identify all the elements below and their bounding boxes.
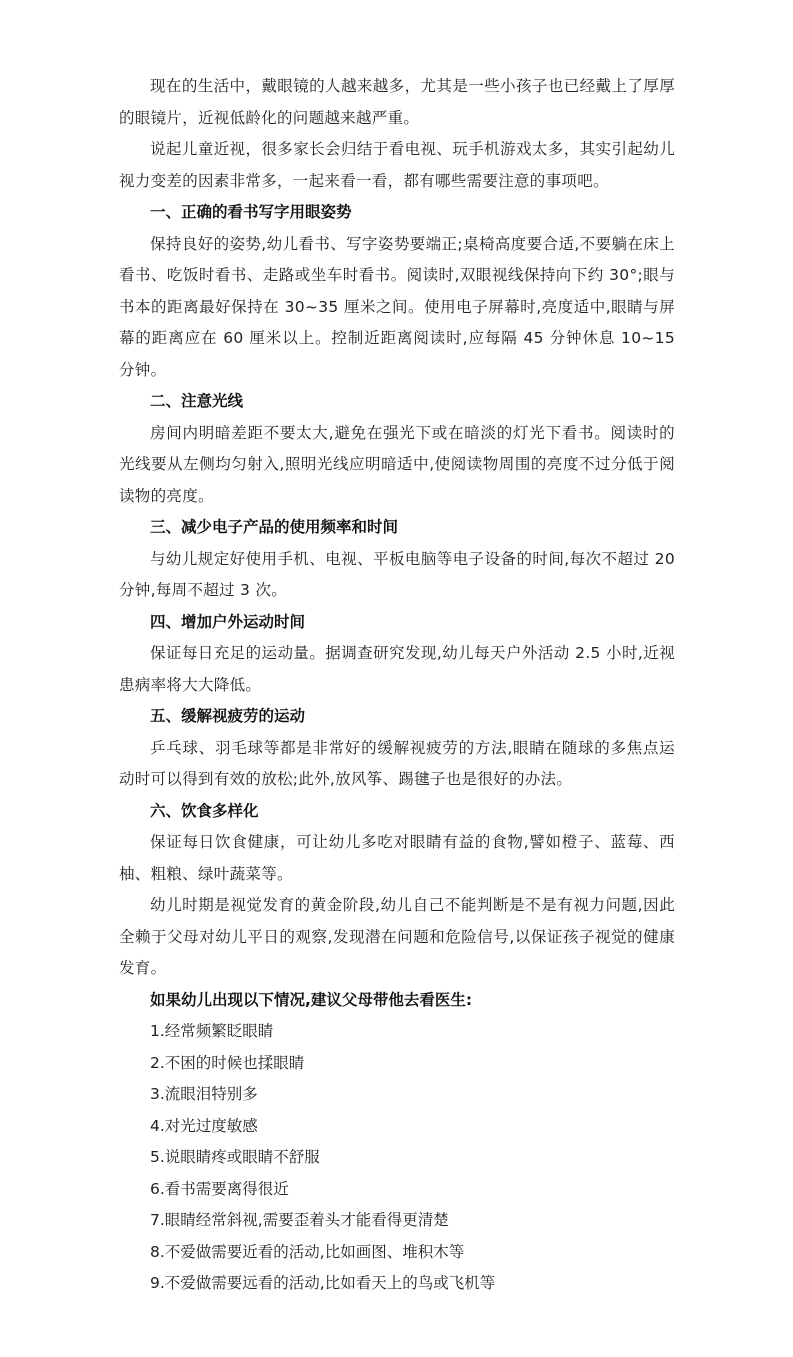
section-body-outdoor: 保证每日充足的运动量。据调查研究发现,幼儿每天户外活动 2.5 小时,近视患病率将大大降低。 <box>119 644 675 694</box>
document-page <box>119 71 675 1300</box>
list-item: 3.流眼泪特别多 <box>150 1085 258 1103</box>
section-body-exercise: 乒乓球、羽毛球等都是非常好的缓解视疲劳的方法,眼睛在随球的多焦点运动时可以得到有效的放松;此外,放风筝、踢毽子也是很好的办法。 <box>119 738 675 788</box>
list-item: 5.说眼睛疼或眼睛不舒服 <box>150 1148 320 1166</box>
section-heading-outdoor: 四、增加户外运动时间 <box>150 612 306 631</box>
section-body-screen-time: 与幼儿规定好使用手机、电视、平板电脑等电子设备的时间,每次不超过 20 分钟,每周不超过 3 次。 <box>119 549 675 599</box>
list-item: 2.不困的时候也揉眼睛 <box>150 1053 305 1072</box>
symptoms-heading: 如果幼儿出现以下情况,建议父母带他去看医生: <box>150 990 473 1009</box>
section-body-lighting: 房间内明暗差距不要太大,避免在强光下或在暗淡的灯光下看书。阅读时的光线要从左侧均匀射入,照明光线应明暗适中,使阅读物周围的亮度不过分低于阅读物的亮度。 <box>119 423 675 505</box>
section-heading-screen-time: 三、减少电子产品的使用频率和时间 <box>150 518 399 536</box>
list-item: 8.不爱做需要近看的活动,比如画图、堆积木等 <box>150 1242 465 1261</box>
symptoms-list <box>119 1016 675 1300</box>
intro-paragraph-1: 现在的生活中，戴眼镜的人越来越多，尤其是一些小孩子也已经戴上了厚厚的眼镜片，近视低龄化的问题越来越严重。 <box>119 77 675 127</box>
closing-paragraph: 幼儿时期是视觉发育的黄金阶段,幼儿自己不能判断是不是有视力问题,因此全赖于父母对幼儿平日的观察,发现潜在问题和危险信号,以保证孩子视觉的健康发育。 <box>119 896 675 977</box>
section-heading-exercise: 五、缓解视疲劳的运动 <box>150 707 306 725</box>
section-body-diet: 保证每日饮食健康，可让幼儿多吃对眼睛有益的食物,譬如橙子、蓝莓、西柚、粗粮、绿叶蔬菜等。 <box>119 833 675 883</box>
section-body-posture: 保持良好的姿势,幼儿看书、写字姿势要端正;桌椅高度要合适,不要躺在床上看书、吃饭时看书、走路或坐车时看书。阅读时,双眼视线保持向下约 30°;眼与书本的距离最好保持在 30~35 厘米之间。使用电子屏幕时,亮度适中,眼睛与屏幕的距离应在 60 厘米以上。控制近距离阅读时,应每隔 45 分钟休息 10~15 分钟。 <box>119 234 675 379</box>
list-item: 4.对光过度敏感 <box>150 1116 258 1135</box>
list-item: 6.看书需要离得很近 <box>150 1179 289 1198</box>
list-item: 9.不爱做需要远看的活动,比如看天上的鸟或飞机等 <box>150 1274 496 1292</box>
section-heading-lighting: 二、注意光线 <box>150 392 244 410</box>
section-heading-diet: 六、饮食多样化 <box>150 801 259 820</box>
list-item: 7.眼睛经常斜视,需要歪着头才能看得更清楚 <box>150 1211 449 1229</box>
section-heading-posture: 一、正确的看书写字用眼姿势 <box>150 203 352 221</box>
list-item: 1.经常频繁眨眼睛 <box>150 1022 274 1040</box>
intro-paragraph-2: 说起儿童近视，很多家长会归结于看电视、玩手机游戏太多，其实引起幼儿视力变差的因素非常多，一起来看一看，都有哪些需要注意的事项吧。 <box>119 140 675 190</box>
